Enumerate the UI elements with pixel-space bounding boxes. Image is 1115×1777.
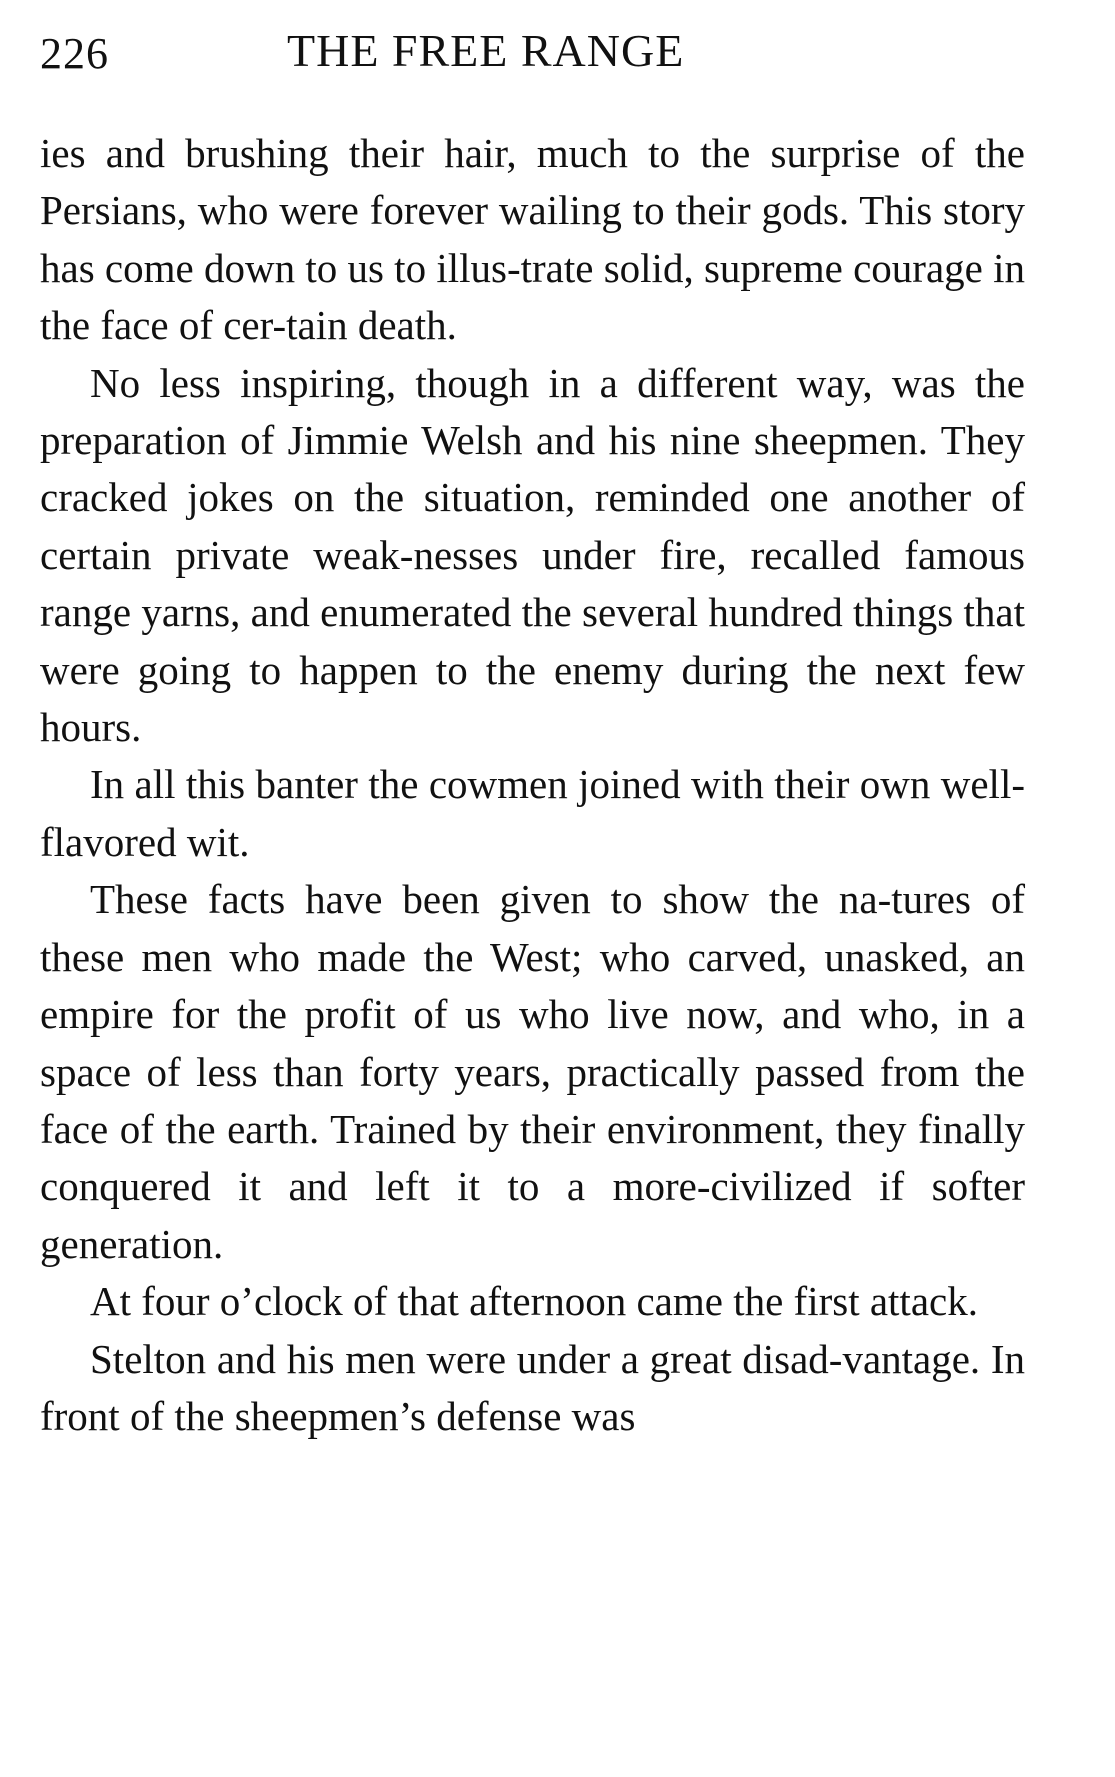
page-number: 226 — [40, 29, 109, 78]
paragraph: Stelton and his men were under a great disad-vantage. In front of the sheepmen’s defense was — [40, 1335, 1025, 1439]
paragraph: In all this banter the cowmen joined with their own well-flavored wit. — [40, 761, 1025, 865]
paragraph: ies and brushing their hair, much to the surprise of the Persians, who were forever wailing to their gods. This story has come down to us to illus-trate solid, supreme courage in the face of cer-tain death. — [40, 130, 1025, 349]
paragraph: At four o’clock of that afternoon came the first attack. — [90, 1278, 978, 1325]
body-text — [40, 125, 1025, 1445]
book-page — [40, 20, 1025, 1439]
running-title: THE FREE RANGE — [287, 25, 685, 76]
paragraph: These facts have been given to show the na-tures of these men who made the West; who carved, unasked, an empire for the profit of us who live now, and who, in a space of less than forty years, practically passed from the face of the earth. Trained by their environment, they finally conquered it and left it to a more-civilized if softer generation. — [40, 876, 1025, 1267]
paragraph: No less inspiring, though in a different way, was the preparation of Jimmie Welsh and his nine sheepmen. They cracked jokes on the situation, reminded one another of certain private weak-nesses under fire, recalled famous range yarns, and enumerated the several hundred things that were going to happen to the enemy during the next few hours. — [40, 359, 1025, 751]
page-header — [40, 20, 1025, 100]
